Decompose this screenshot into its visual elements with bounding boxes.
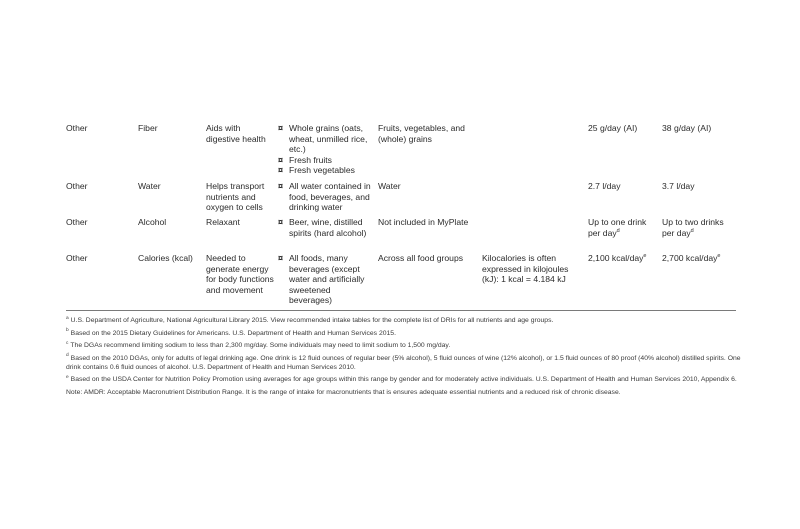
myplate-cell: Water	[378, 181, 401, 191]
footnote-text: Based on the 2015 Dietary Guidelines for Americans. U.S. Department of Health and Human Services 2015.	[70, 329, 396, 337]
footnote	[66, 316, 742, 325]
footnote-mark: c	[66, 340, 69, 346]
nutrient-cell: Calories (kcal)	[138, 253, 193, 263]
myplate-cell: Fruits, vegetables, and (whole) grains	[378, 123, 465, 144]
table-row	[66, 181, 736, 217]
women-intake-value: 2,100 kcal/day	[588, 253, 644, 263]
nutrient-cell: Alcohol	[138, 217, 167, 227]
footnote-text: Based on the USDA Center for Nutrition Policy Promotion using averages for age groups within this range by gender and for moderately active individuals. U.S. Department of Health and Human Services 2010, Appendix 6.	[70, 376, 737, 383]
source-item: ¤ All foods, many beverages (except water and artificially sweetened beverages)	[278, 253, 374, 306]
nutrient-cell: Water	[138, 181, 161, 191]
footnote-text: The DGAs recommend limiting sodium to less than 2,300 mg/day. Some individuals may need to limit sodium to 1,500 mg/day.	[70, 342, 451, 349]
men-intake-value: 38 g/day (AI)	[662, 123, 712, 133]
women-intake-cell	[588, 217, 658, 238]
women-intake-cell	[588, 181, 658, 192]
footnote	[66, 329, 742, 338]
table-note	[66, 388, 742, 397]
myplate-cell: Not included in MyPlate	[378, 217, 469, 227]
footnote-mark: a	[66, 315, 69, 321]
function-cell: Aids with digestive health	[206, 123, 266, 144]
footnote-mark: e	[66, 374, 69, 380]
footnote-ref: e	[643, 253, 647, 260]
women-intake-value: Up to one drink per day	[588, 217, 647, 238]
function-cell: Helps transport nutrients and oxygen to cells	[206, 181, 265, 213]
men-intake-cell	[662, 123, 736, 134]
footnote	[66, 375, 742, 384]
women-intake-cell	[588, 123, 658, 134]
men-intake-value: 3.7 l/day	[662, 181, 695, 191]
notes-cell: Kilocalories is often expressed in kilojoules (kJ): 1 kcal = 4.184 kJ	[482, 253, 569, 285]
footnote	[66, 341, 742, 350]
footnote-ref: d	[690, 227, 694, 234]
category-cell: Other	[66, 181, 88, 191]
source-item: ¤ Fresh fruits	[278, 155, 374, 166]
table-row	[66, 253, 736, 313]
category-cell: Other	[66, 123, 88, 133]
sources-cell	[278, 253, 374, 306]
table-divider	[66, 310, 736, 311]
footnote-mark: d	[66, 353, 69, 359]
footnote-mark: b	[66, 328, 69, 334]
myplate-cell: Across all food groups	[378, 253, 464, 263]
function-cell: Relaxant	[206, 217, 240, 227]
category-cell: Other	[66, 253, 88, 263]
women-intake-value: 2.7 l/day	[588, 181, 621, 191]
nutrient-table	[66, 123, 736, 313]
men-intake-cell	[662, 217, 736, 238]
table-row	[66, 217, 736, 253]
footnote	[66, 354, 742, 372]
women-intake-value: 25 g/day (AI)	[588, 123, 638, 133]
sources-cell	[278, 181, 374, 213]
men-intake-value: 2,700 kcal/day	[662, 253, 718, 263]
footnote-text: U.S. Department of Agriculture, National Agricultural Library 2015. View recommended intake tables for the complete list of DRIs for all nutrients and age groups.	[70, 317, 554, 324]
footnote-text: Based on the 2010 DGAs, only for adults of legal drinking age. One drink is 12 fluid ounces of regular beer (5% alcohol), 5 fluid ounces of wine (12% alcohol), or 1.5 fluid ounces of 80 proof (40% alcohol) distilled spirits. One drink contains 0.6 fluid ounces of alcohol. U.S. Department of Health and Human Services 2010.	[66, 354, 741, 371]
sources-cell	[278, 123, 374, 176]
men-intake-cell	[662, 181, 736, 192]
category-cell: Other	[66, 217, 88, 227]
source-item: ¤ All water contained in food, beverages, and drinking water	[278, 181, 374, 213]
source-item: ¤ Whole grains (oats, wheat, unmilled rice, etc.)	[278, 123, 374, 155]
source-item: ¤ Beer, wine, distilled spirits (hard alcohol)	[278, 217, 374, 238]
men-intake-value: Up to two drinks per day	[662, 217, 724, 238]
footnotes	[66, 316, 742, 400]
men-intake-cell	[662, 253, 736, 264]
sources-cell	[278, 217, 374, 238]
nutrient-cell: Fiber	[138, 123, 158, 133]
women-intake-cell	[588, 253, 658, 264]
table-note-text: Note: AMDR: Acceptable Macronutrient Distribution Range. It is the range of intake for macronutrients that is ensures adequate essential nutrients and a reduced risk of chronic disease.	[66, 388, 621, 396]
source-item: ¤ Fresh vegetables	[278, 165, 374, 176]
footnote-ref: d	[616, 227, 620, 234]
table-row	[66, 123, 736, 181]
function-cell: Needed to generate energy for body functions and movement	[206, 253, 274, 295]
footnote-ref: e	[717, 253, 721, 260]
